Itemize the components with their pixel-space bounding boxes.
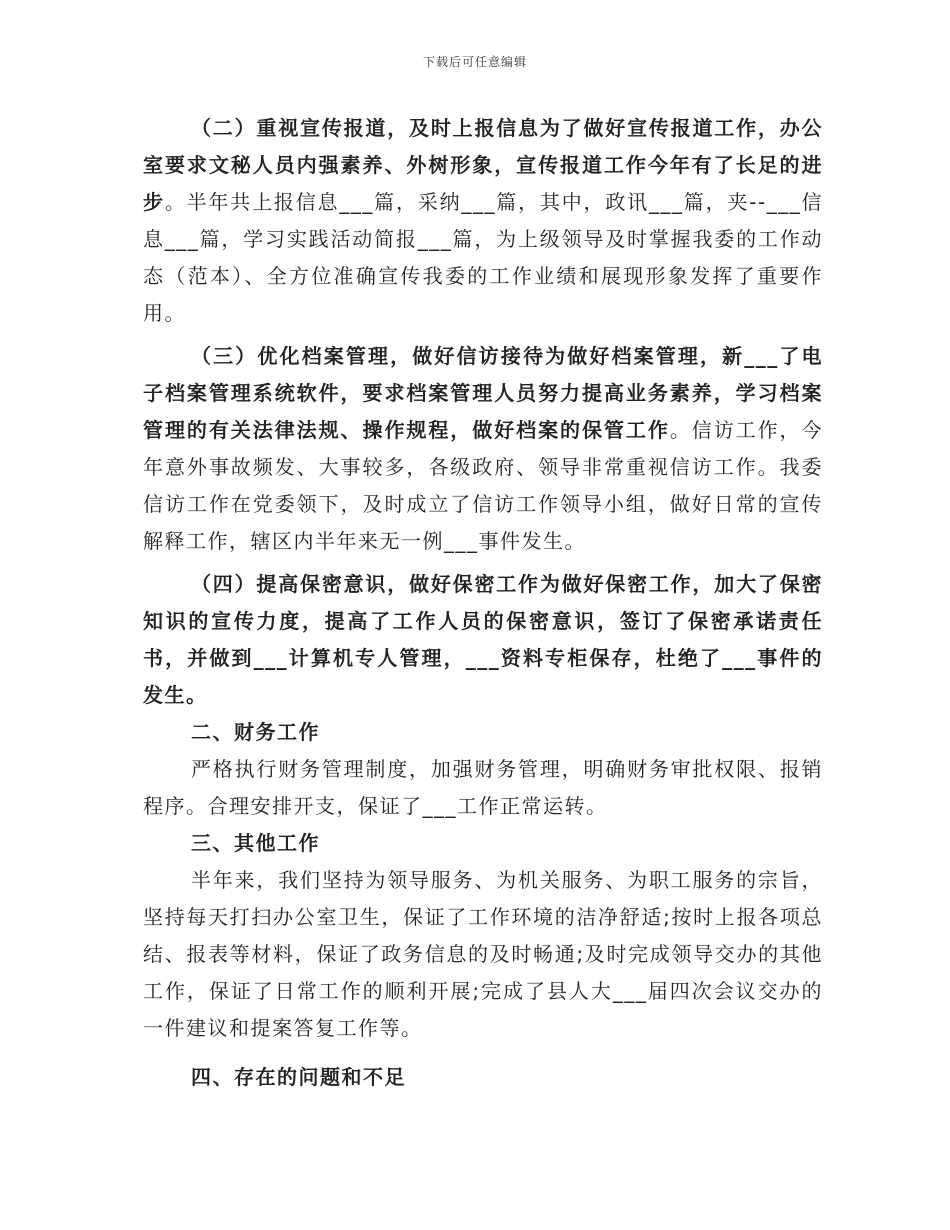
document-body — [143, 110, 823, 1096]
paragraph-publicity — [143, 110, 823, 332]
paragraph-confidentiality — [143, 566, 823, 714]
paragraph-archives-body: 。信访工作，今年意外事故频发、大事较多，各级政府、领导非常重视信访工作。我委信访工作在党委领下，及时成立了信访工作领导小组，做好日常的宣传解释工作，辖区内半年来无一例___事件发生。 — [143, 418, 824, 553]
paragraph-finance: 严格执行财务管理制度，加强财务管理，明确财务审批权限、报销程序。合理安排开支，保证了___工作正常运转。 — [143, 757, 823, 818]
paragraph-other-work: 半年来，我们坚持为领导服务、为机关服务、为职工服务的宗旨，坚持每天打扫办公室卫生，保证了工作环境的洁净舒适;按时上报各项总结、报表等材料，保证了政务信息的及时畅通;及时完成领导交办的其他工作，保证了日常工作的顺利开展;完成了县人大___届四次会议交办的一件建议和提案答复工作等。 — [143, 868, 823, 1040]
page-header: 下载后可任意编辑 — [422, 55, 527, 69]
paragraph-confidentiality-lead: （四）提高保密意识，做好保密工作为做好保密工作，加大了保密知识的宣传力度，提高了工作人员的保密意识，签订了保密承诺责任书，并做到___计算机专人管理，___资料专柜保存，杜绝了___事件的发生。 — [143, 572, 823, 707]
paragraph-archives-lead: （三）优化档案管理，做好信访接待为做好档案管理，新___了电子档案管理系统软件，要求档案管理人员努力提高业务素养，学习档案管理的有关法律法规、操作规程，做好档案的保管工作 — [143, 344, 823, 442]
heading-other-work: 三、其他工作 — [191, 831, 320, 855]
paragraph-publicity-lead: （二）重视宣传报道，及时上报信息为了做好宣传报道工作，办公室要求文秘人员内强素养、外树形象，宣传报道工作今年有了长足的进步 — [143, 116, 823, 214]
paragraph-archives — [143, 338, 823, 560]
paragraph-publicity-body: 。半年共上报信息___篇，采纳___篇，其中，政讯___篇，夹--___信息___篇，学习实践活动简报___篇，为上级领导及时掌握我委的工作动态（范本）、全方位准确宣传我委的工作业绩和展现形象发挥了重要作用。 — [143, 190, 824, 325]
heading-problems: 四、存在的问题和不足 — [191, 1065, 406, 1089]
heading-finance: 二、财务工作 — [191, 720, 320, 744]
